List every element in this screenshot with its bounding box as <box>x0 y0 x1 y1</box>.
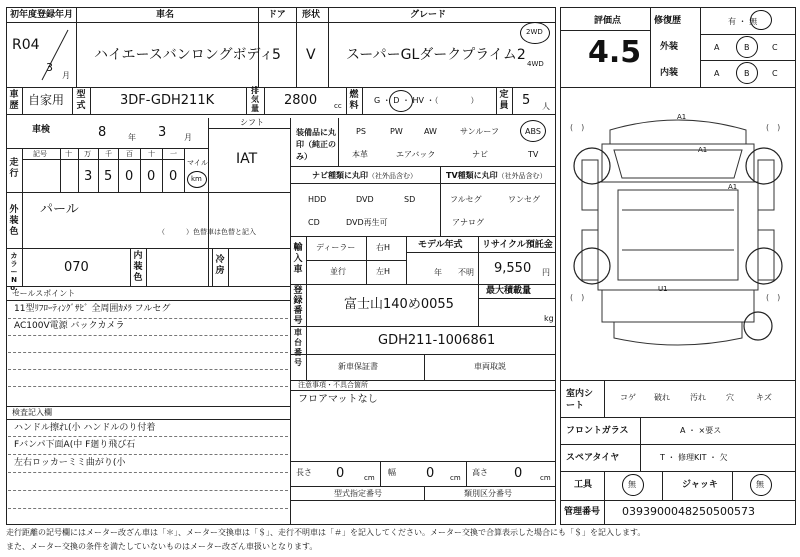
tools-label: 工具 <box>574 480 593 490</box>
mileage-digit-3: 0 <box>125 169 134 184</box>
navi-sd: SD <box>404 195 416 204</box>
svg-text:( ): ( ) <box>766 123 781 132</box>
management-no-value: 0393900048250500573 <box>622 505 755 518</box>
inspector-note-line-1: Fバンパ下面A(中 F廻り飛び石 <box>14 440 136 450</box>
steering-left: 左H <box>376 267 391 276</box>
max-load-unit: kg <box>544 314 554 323</box>
interior-sheet-label-text: 室内シート <box>566 389 594 411</box>
width-value: 0 <box>426 466 435 481</box>
mileage-digit-5: 0 <box>169 169 178 184</box>
registration-label: 登録番号 <box>293 286 303 326</box>
sales-point-line-1: AC100V電源 バックカメラ <box>14 321 125 331</box>
tv-fullseg: フルセグ <box>450 195 482 204</box>
svg-text:( ): ( ) <box>570 123 585 132</box>
sheet-tear: 破れ <box>654 393 670 402</box>
drive-2wd: 2WD <box>526 28 543 36</box>
category-label: 類別区分番号 <box>464 489 512 498</box>
steering-right: 右H <box>376 243 391 252</box>
interior-grade-a: A <box>714 69 720 78</box>
first-reg-label: 初年度登録年月 <box>10 10 74 20</box>
grade-label: グレード <box>410 10 447 20</box>
interior-sheet-label <box>566 388 600 412</box>
inspector-notes-label: 検査記入欄 <box>12 408 52 417</box>
fuel-selected-circle <box>389 90 413 112</box>
fuel-label: 燃料 <box>349 90 359 111</box>
windshield-options: A ・ ×要ス <box>680 426 722 435</box>
mileage-km-label: km <box>191 175 202 183</box>
length-label: 長さ <box>296 468 312 477</box>
navi-label <box>312 172 417 180</box>
repair-history-options: 有 ・ 無 <box>728 17 758 26</box>
navi-hdd: HDD <box>308 195 327 204</box>
shape-value: V <box>306 47 316 63</box>
car-name-value: ハイエースバンロングボディ <box>94 47 274 63</box>
tv-oneseg: ワンセグ <box>508 195 540 204</box>
use-label: 車歴 <box>9 90 19 111</box>
sales-point-line-0: 11型ﾘﾌﾛｰﾃｨﾝｸﾞｻﾋﾞ 全周囲ｶﾒﾗ フルセグ <box>14 304 171 314</box>
equip-navi: ナビ <box>472 150 488 159</box>
navi-dvd: DVD <box>356 195 374 204</box>
inspection-month-unit: 月 <box>184 133 192 142</box>
repair-history-circle <box>750 10 772 30</box>
length-unit: cm <box>364 474 375 482</box>
mileage-digit-2: 5 <box>104 169 113 184</box>
tv-label-sub: （社外品含む） <box>497 172 547 180</box>
capacity-unit: 人 <box>542 102 550 111</box>
equip-abs: ABS <box>525 127 541 136</box>
import-label: 輸入車 <box>293 243 303 275</box>
exterior-grade-c: C <box>772 43 778 52</box>
navi-label-text: ナビ種類に丸印 <box>312 171 368 180</box>
mileage-mark-label: 記号 <box>33 150 47 158</box>
mileage-unit-5: 一 <box>170 150 177 158</box>
doors-value: 5 <box>272 47 281 63</box>
shift-label: シフト <box>240 118 264 127</box>
diagram-mark-0: A1 <box>677 113 687 121</box>
diagram-mark-2: A1 <box>728 183 738 191</box>
height-label: 高さ <box>472 468 488 477</box>
height-value: 0 <box>514 466 523 481</box>
first-reg-era: R04 <box>12 37 40 53</box>
mileage-unit-2: 千 <box>105 150 112 158</box>
footer-note-1: 走行距離の記号欄にはメーター改ざん車は「＊」、メーター交換車は「＄」、走行不明車は「＃」を記入してください。メーター交換で合算表示した場合にも「＄」を記入します。 <box>6 528 646 537</box>
model-year-unit: 年 <box>434 268 442 277</box>
management-no-label: 管理番号 <box>564 507 601 517</box>
model-label: 型式 <box>76 90 86 111</box>
model-year-label: モデル年式 <box>418 240 463 250</box>
interior-grade-b: B <box>744 69 750 78</box>
equip-tv: TV <box>528 150 539 159</box>
diagram-mark-3: U1 <box>658 285 668 293</box>
recycle-label: リサイクル預託金 <box>482 240 553 250</box>
spare-tire-options: T ・ 修理KIT ・ 欠 <box>660 453 728 462</box>
import-parallel: 並行 <box>330 267 346 276</box>
registration-value: 富士山140め0055 <box>344 297 454 312</box>
repair-history-label: 修復歴 <box>654 16 682 26</box>
exterior-grade-circle <box>736 36 758 58</box>
drive-4wd: 4WD <box>527 60 544 68</box>
equip-pw: PW <box>390 127 403 136</box>
color-label: 外装色 <box>9 205 19 237</box>
width-label: 幅 <box>388 468 396 477</box>
inspector-note-line-0: ハンドル擦れ(小 ハンドルのり付着 <box>14 423 156 433</box>
interior-grade-label: 内装 <box>660 68 679 78</box>
capacity-label: 定員 <box>499 90 509 111</box>
spare-tire-label: スペアタイヤ <box>566 453 620 463</box>
capacity-value: 5 <box>522 93 531 108</box>
caution-value: フロアマットなし <box>298 394 378 405</box>
mileage-digit-4: 0 <box>147 169 156 184</box>
shift-value: IAT <box>236 151 258 167</box>
door-label: ドア <box>268 10 286 20</box>
equip-aw: AW <box>424 127 437 136</box>
use-value: 自家用 <box>28 93 65 107</box>
width-unit: cm <box>450 474 461 482</box>
color-no-value: 070 <box>64 260 89 275</box>
sales-points-label: セールスポイント <box>12 289 76 298</box>
chassis-value: GDH211-1006861 <box>378 333 496 348</box>
mileage-label: 走行 <box>9 158 19 179</box>
score-value: 4.5 <box>588 35 642 70</box>
footer-note-2: また、メーター交換の条件を満たしていないものはメーター改ざん車扱いとなります。 <box>6 542 318 551</box>
svg-text:( ): ( ) <box>570 293 585 302</box>
manual-label: 車両取説 <box>474 362 506 371</box>
tv-label <box>446 172 547 180</box>
tools-value: 無 <box>628 480 636 489</box>
color-no-label: カラーNo. <box>10 252 18 292</box>
navi-cd: CD <box>308 218 320 227</box>
model-year-unknown: 不明 <box>458 268 474 277</box>
score-label: 評価点 <box>594 16 622 26</box>
exterior-grade-label: 外装 <box>660 42 679 52</box>
displacement-value: 2800 <box>284 93 318 108</box>
sheet-stain: 汚れ <box>690 393 706 402</box>
interior-grade-c: C <box>772 69 778 78</box>
mileage-unit-4: 十 <box>148 150 155 158</box>
inspection-label: 車検 <box>32 125 51 135</box>
equip-ps: PS <box>356 127 366 136</box>
equip-sunroof: サンルーフ <box>460 127 499 136</box>
equip-airbag: エアバック <box>396 150 436 159</box>
sheet-burn: コゲ <box>620 393 636 402</box>
equipment-label <box>296 127 336 163</box>
svg-text:( ): ( ) <box>766 293 781 302</box>
tv-label-text: TV種類に丸印 <box>446 171 498 180</box>
inspection-year-unit: 年 <box>128 133 136 142</box>
first-reg-month-unit: 月 <box>62 71 70 80</box>
height-unit: cm <box>540 474 551 482</box>
shape-label: 形状 <box>302 10 321 20</box>
jack-label: ジャッキ <box>682 480 718 490</box>
color-value: パール <box>40 202 79 217</box>
navi-label-sub: （社外品含む） <box>368 172 417 180</box>
windshield-label: フロントガラス <box>566 426 629 436</box>
fuel-options: G ・ D ・ HV ・（ ） <box>374 96 479 105</box>
navi-dvd-play: DVD再生可 <box>346 218 388 227</box>
inspector-note-line-2: 左右ロッカーミミ曲がり(小 <box>14 458 126 468</box>
equipment-label-text: 装備品に丸印（純正のみ） <box>296 128 336 161</box>
ac-label: 冷房 <box>215 255 225 276</box>
equip-leather: 本革 <box>352 150 368 159</box>
import-dealer: ディーラー <box>316 243 356 252</box>
max-load-label: 最大積載量 <box>486 286 532 296</box>
displacement-unit: cc <box>334 102 342 110</box>
car-damage-diagram <box>562 90 794 380</box>
color-repaint-note: （ ）色替車は色替と記入 <box>158 228 256 236</box>
chassis-label: 車台番号 <box>294 328 302 367</box>
car-name-label: 車名 <box>156 10 175 20</box>
warranty-label: 新車保証書 <box>338 362 378 371</box>
sheet-hole: 穴 <box>726 393 734 402</box>
recycle-unit: 円 <box>542 268 550 277</box>
mileage-mile-label: マイル <box>187 159 208 167</box>
tv-analog: アナログ <box>452 218 484 227</box>
interior-color-label: 内装色 <box>133 251 143 283</box>
inspection-year: 8 <box>98 125 107 140</box>
mileage-unit-3: 百 <box>126 150 133 158</box>
model-value: 3DF-GDH211K <box>120 93 215 108</box>
type-designation-label: 型式指定番号 <box>334 489 382 498</box>
mileage-unit-0: 十 <box>65 150 72 158</box>
first-reg-month: 3 <box>46 61 53 74</box>
recycle-value: 9,550 <box>494 261 532 276</box>
sheet-scratch: キズ <box>756 393 772 402</box>
displacement-label: 排気量 <box>251 86 259 113</box>
jack-value: 無 <box>756 480 764 489</box>
mileage-unit-1: 万 <box>84 150 91 158</box>
interior-grade-circle <box>736 62 758 84</box>
mileage-digit-1: 3 <box>84 169 93 184</box>
exterior-grade-a: A <box>714 43 720 52</box>
inspection-month: 3 <box>158 125 167 140</box>
caution-label: 注意事項・不具合箇所 <box>298 381 368 389</box>
length-value: 0 <box>336 466 345 481</box>
exterior-grade-b: B <box>744 43 750 52</box>
diagram-mark-1: A1 <box>698 146 708 154</box>
grade-value: スーパーGLダークプライム2 <box>346 47 526 63</box>
